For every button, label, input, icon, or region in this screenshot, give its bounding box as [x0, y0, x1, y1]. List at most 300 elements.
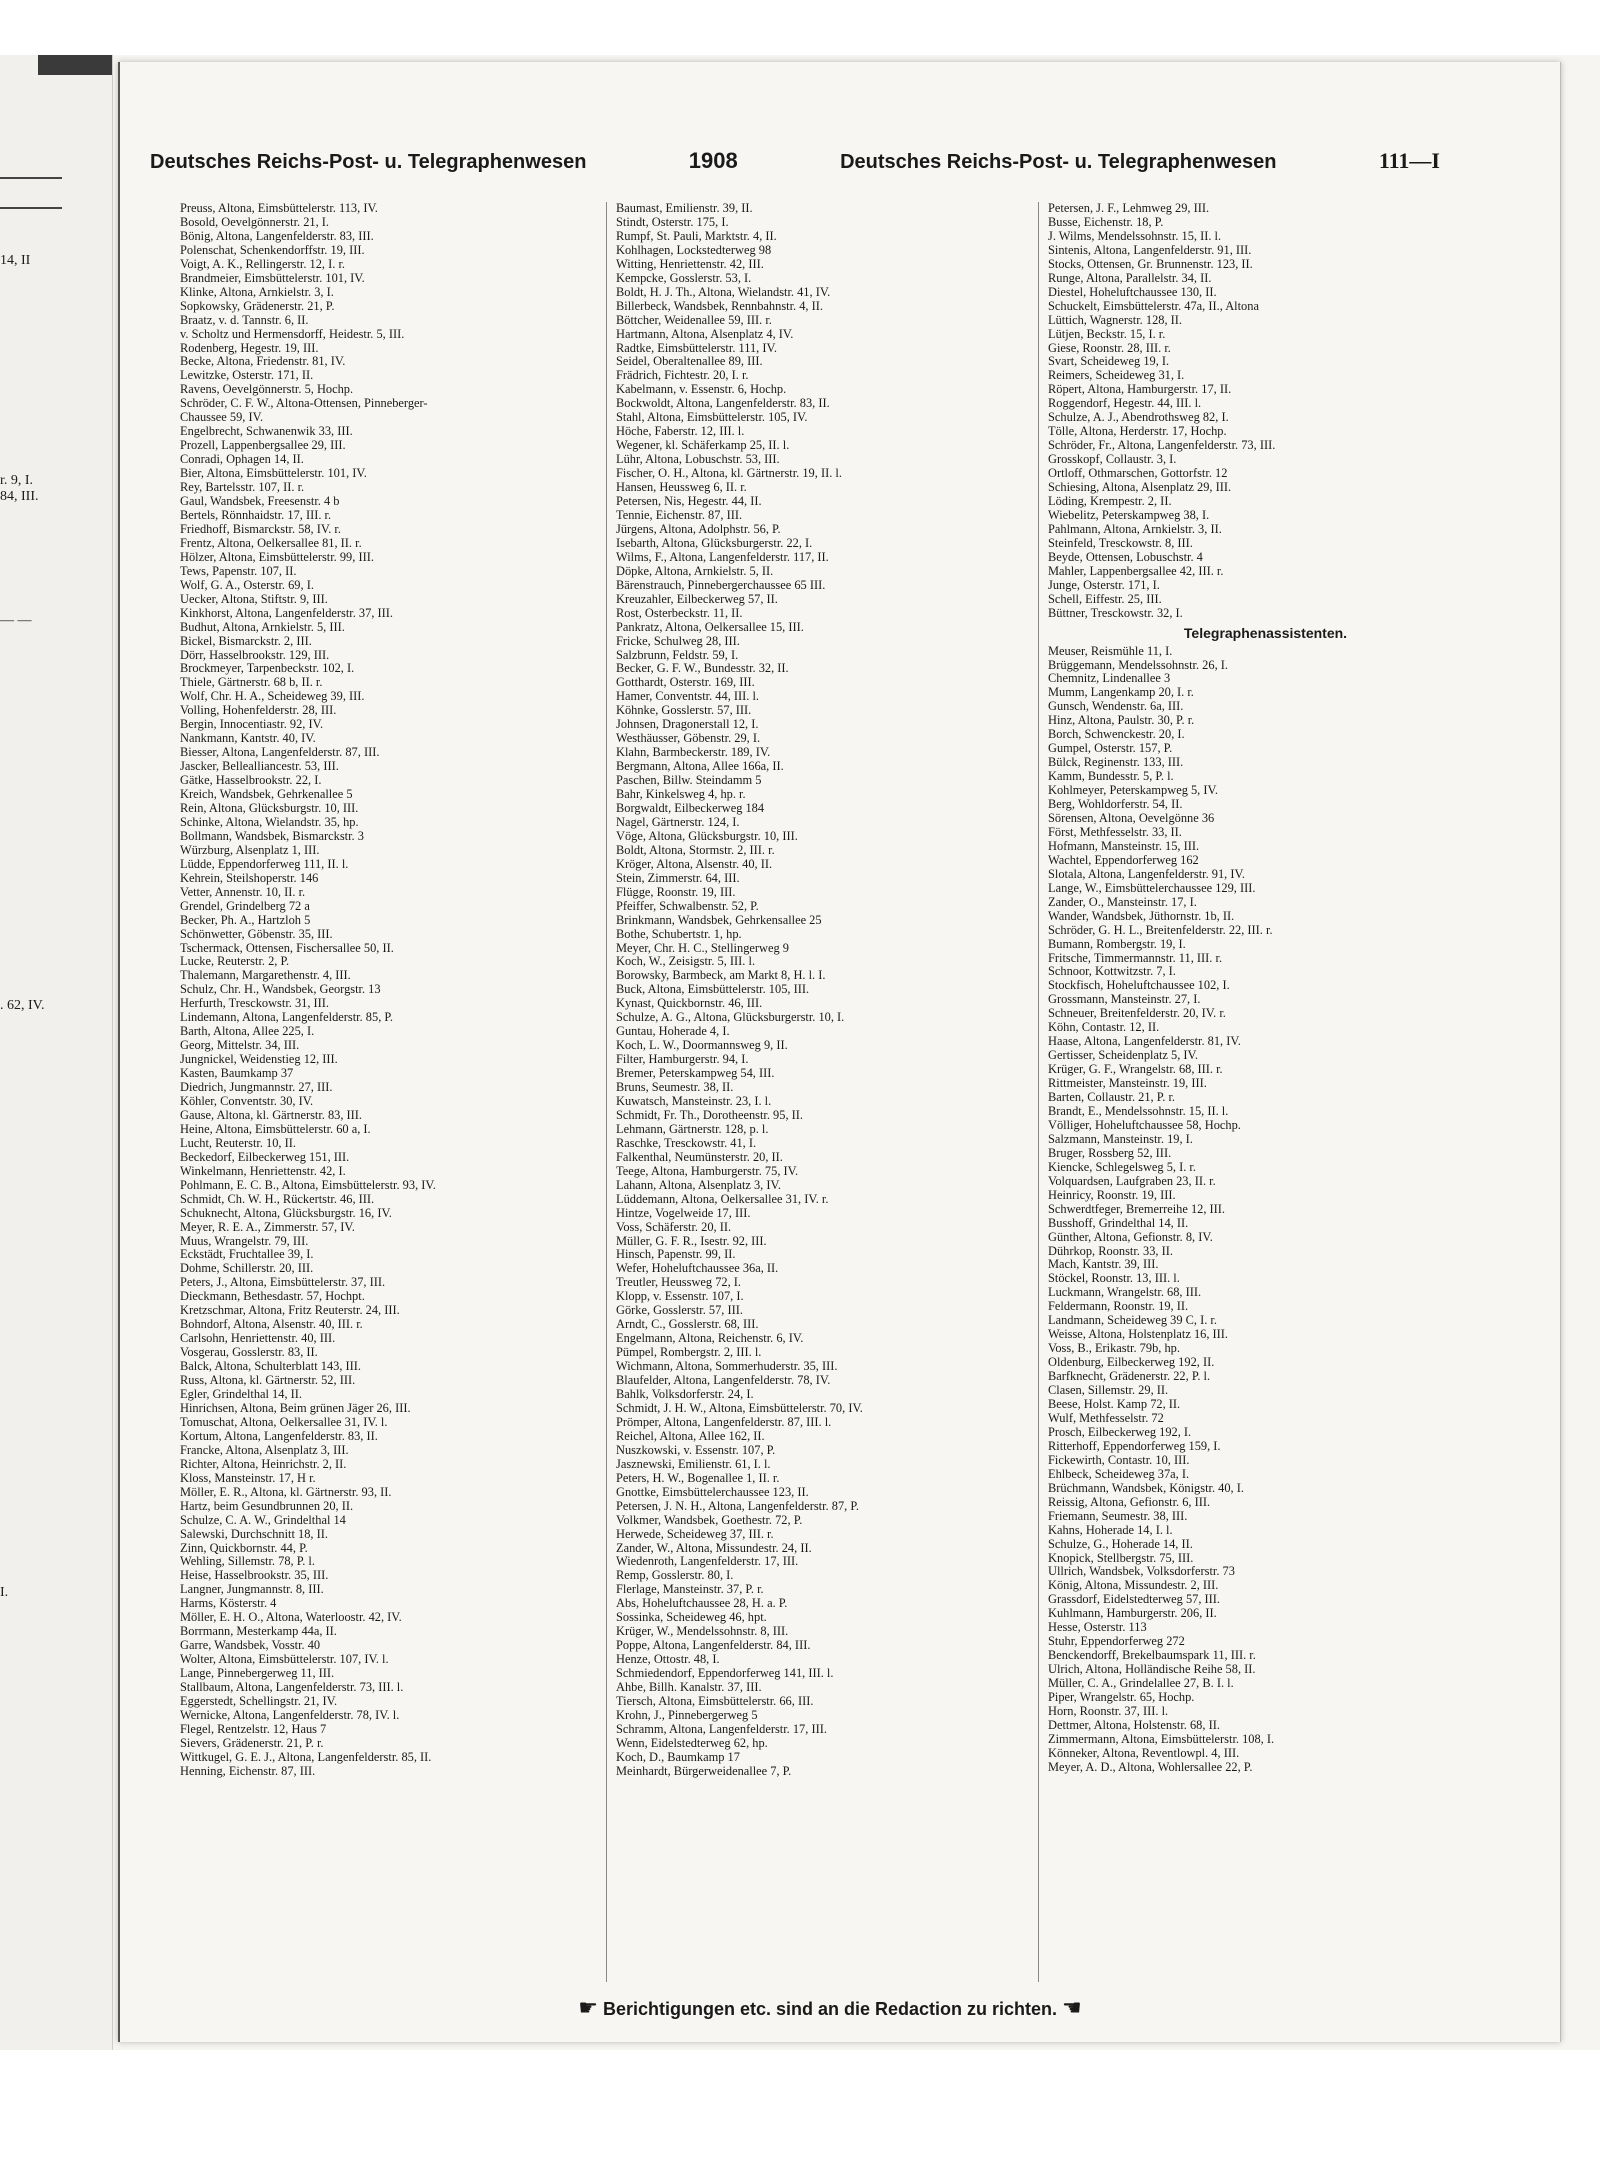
directory-entry: Hofmann, Mansteinstr. 15, III.: [1048, 839, 1200, 853]
directory-entry: Friemann, Seumestr. 38, III.: [1048, 1509, 1188, 1523]
directory-entry: Jürgens, Altona, Adolphstr. 56, P.: [616, 522, 781, 536]
directory-entry: Flerlage, Mansteinstr. 37, P. r.: [616, 1583, 764, 1597]
directory-entry: Becker, G. F. W., Bundesstr. 32, II.: [616, 662, 789, 676]
directory-entry: Müller, C. A., Grindelallee 27, B. I. l.: [1048, 1677, 1234, 1691]
directory-entry: Frädrich, Fichtestr. 20, I. r.: [616, 369, 749, 383]
directory-entry: Prömper, Altona, Langenfelderstr. 87, III. l.: [616, 1415, 832, 1429]
directory-entry: Kohlhagen, Lockstedterweg 98: [616, 243, 772, 257]
directory-entry: Salzbrunn, Feldstr. 59, I.: [616, 648, 739, 662]
directory-entry: Bärenstrauch, Pinnebergerchaussee 65 III.: [616, 578, 826, 592]
directory-entry: Rein, Altona, Glücksburgstr. 10, III.: [180, 801, 359, 815]
directory-entry: Carlsohn, Henriettenstr. 40, III.: [180, 1332, 336, 1346]
directory-entry: Teege, Altona, Hamburgerstr. 75, IV.: [616, 1164, 799, 1178]
directory-entry: Brandmeier, Eimsbüttelerstr. 101, IV.: [180, 271, 365, 285]
page-header: [150, 148, 1440, 178]
directory-entry: Bockwoldt, Altona, Langenfelderstr. 83, II.: [616, 397, 830, 411]
directory-entry: Dettmer, Altona, Holstenstr. 68, II.: [1048, 1718, 1220, 1732]
directory-entry: Mumm, Langenkamp 20, I. r.: [1048, 686, 1194, 700]
directory-entry: Radtke, Eimsbüttelerstr. 111, IV.: [616, 341, 777, 355]
directory-entry: Bohndorf, Altona, Alsenstr. 40, III. r.: [180, 1318, 363, 1332]
directory-entry: Frentz, Altona, Oelkersallee 81, II. r.: [180, 536, 362, 550]
directory-entry: Jasznewski, Emilienstr. 61, I. l.: [616, 1457, 771, 1471]
directory-entry: Brockmeyer, Tarpenbeckstr. 102, I.: [180, 662, 355, 676]
directory-entry: Bülck, Reginenstr. 133, III.: [1048, 756, 1184, 770]
directory-entry: Thalemann, Margarethenstr. 4, III.: [180, 969, 351, 983]
directory-entry: Chaussee 59, IV.: [180, 411, 264, 425]
directory-entry: Rodenberg, Hegestr. 19, III.: [180, 341, 319, 355]
directory-entry: Hinz, Altona, Paulstr. 30, P. r.: [1048, 714, 1195, 728]
margin-fragment: r. 9, I.: [0, 473, 34, 488]
directory-entry: Müller, G. F. R., Isestr. 92, III.: [616, 1234, 767, 1248]
directory-entry: Schröder, Fr., Altona, Langenfelderstr. 73, III.: [1048, 439, 1276, 453]
directory-entry: Schinke, Altona, Wielandstr. 35, hp.: [180, 815, 359, 829]
directory-entry: Stuhr, Eppendorferweg 272: [1048, 1635, 1185, 1649]
directory-entry: Barten, Collaustr. 21, P. r.: [1048, 1091, 1176, 1105]
directory-column-2: [616, 202, 1051, 1779]
directory-entry: Borrmann, Mesterkamp 44a, II.: [180, 1625, 337, 1639]
directory-entry: Billerbeck, Wandsbek, Rennbahnstr. 4, II.: [616, 299, 823, 313]
directory-entry: Herfurth, Tresckowstr. 31, III.: [180, 997, 330, 1011]
directory-entry: Friedhoff, Bismarckstr. 58, IV. r.: [180, 522, 341, 536]
directory-entry: Wenn, Eidelstedterweg 62, hp.: [616, 1736, 768, 1750]
directory-entry: Wachtel, Eppendorferweg 162: [1048, 853, 1199, 867]
directory-entry: Wander, Wandsbek, Jüthornstr. 1b, II.: [1048, 909, 1235, 923]
directory-entry: Hintze, Vogelweide 17, III.: [616, 1206, 751, 1220]
directory-entry: Schulze, A. G., Altona, Glücksburgerstr. 10, I.: [616, 1011, 845, 1025]
directory-entry: Braatz, v. d. Tannstr. 6, II.: [180, 313, 309, 327]
directory-entry: Haase, Altona, Langenfelderstr. 81, IV.: [1048, 1035, 1241, 1049]
directory-entry: Schönwetter, Göbenstr. 35, III.: [180, 927, 333, 941]
directory-entry: Löding, Krempestr. 2, II.: [1048, 495, 1172, 509]
footer-notice: [430, 1995, 1230, 2021]
directory-entry: Eggerstedt, Schellingstr. 21, IV.: [180, 1694, 338, 1708]
directory-entry: Reimers, Scheideweg 31, I.: [1048, 369, 1185, 383]
directory-entry: Kiencke, Schlegelsweg 5, I. r.: [1048, 1160, 1196, 1174]
directory-entry: Barfknecht, Grädenerstr. 22, P. l.: [1048, 1370, 1211, 1384]
directory-entry: Nuszkowski, v. Essenstr. 107, P.: [616, 1443, 776, 1457]
directory-entry: Kehrein, Steilshoperstr. 146: [180, 871, 319, 885]
directory-entry: Koch, W., Zeisigstr. 5, III. l.: [616, 955, 756, 969]
directory-entry: Vöge, Altona, Glücksburgstr. 10, III.: [616, 829, 798, 843]
directory-entry: Witting, Henriettenstr. 42, III.: [616, 257, 764, 271]
directory-entry: Hansen, Heussweg 6, II. r.: [616, 481, 747, 495]
directory-entry: Volling, Hohenfelderstr. 28, III.: [180, 704, 337, 718]
directory-entry: Richter, Altona, Heinrichstr. 2, II.: [180, 1457, 347, 1471]
directory-entry: König, Altona, Missundestr. 2, III.: [1048, 1579, 1219, 1593]
directory-entry: Wulf, Methfesselstr. 72: [1048, 1411, 1164, 1425]
directory-entry: Henze, Ottostr. 48, I.: [616, 1653, 720, 1667]
directory-entry: Böttcher, Weidenallee 59, III. r.: [616, 313, 772, 327]
directory-entry: Conradi, Ophagen 14, II.: [180, 453, 304, 467]
directory-entry: Schulz, Chr. H., Wandsbek, Georgstr. 13: [180, 983, 381, 997]
directory-entry: Meyer, A. D., Altona, Wohlersallee 22, P.: [1048, 1760, 1253, 1774]
directory-entry: Zander, W., Altona, Missundestr. 24, II.: [616, 1541, 812, 1555]
directory-entry: Dohme, Schillerstr. 20, III.: [180, 1262, 314, 1276]
directory-entry: Tiersch, Altona, Eimsbüttelerstr. 66, III.: [616, 1694, 814, 1708]
directory-entry: Stallbaum, Altona, Langenfelderstr. 73, III. l.: [180, 1681, 404, 1695]
directory-entry: Feldermann, Roonstr. 19, II.: [1048, 1300, 1189, 1314]
directory-entry: Bönig, Altona, Langenfelderstr. 83, III.: [180, 229, 374, 243]
directory-entry: Kloss, Mansteinstr. 17, H r.: [180, 1471, 316, 1485]
directory-entry: Wiedenroth, Langenfelderstr. 17, III.: [616, 1555, 799, 1569]
directory-entry: Kröger, Altona, Alsenstr. 40, II.: [616, 857, 773, 871]
directory-entry: Henning, Eichenstr. 87, III.: [180, 1764, 316, 1778]
directory-entry: Pankratz, Altona, Oelkersallee 15, III.: [616, 620, 804, 634]
pointing-hand-left-icon: ☚: [1062, 1995, 1082, 2020]
directory-entry: Döpke, Altona, Arnkielstr. 5, II.: [616, 564, 774, 578]
directory-entry: Dührkop, Roonstr. 33, II.: [1048, 1244, 1173, 1258]
directory-entry: Jascker, Bellealliancestr. 53, III.: [180, 760, 339, 774]
directory-entry: Salewski, Durchschnitt 18, II.: [180, 1527, 328, 1541]
directory-entry: Voss, Schäferstr. 20, II.: [616, 1220, 732, 1234]
directory-entry: Oldenburg, Eilbeckerweg 192, II.: [1048, 1356, 1215, 1370]
directory-entry: Vosgerau, Gosslerstr. 83, II.: [180, 1346, 318, 1360]
directory-entry: Bruger, Rossberg 52, III.: [1048, 1146, 1172, 1160]
directory-entry: Treutler, Heussweg 72, I.: [616, 1276, 742, 1290]
directory-entry: Lüdde, Eppendorferweg 111, II. l.: [180, 857, 349, 871]
directory-entry: Görke, Gosslerstr. 57, III.: [616, 1304, 743, 1318]
directory-entry: Kretzschmar, Altona, Fritz Reuterstr. 24, III.: [180, 1304, 400, 1318]
directory-entry: Kasten, Baumkamp 37: [180, 1067, 294, 1081]
directory-entry: Roggendorf, Hegestr. 44, III. l.: [1048, 397, 1202, 411]
directory-entry: Isebarth, Altona, Glücksburgerstr. 22, I.: [616, 536, 813, 550]
directory-entry: Bruns, Seumestr. 38, II.: [616, 1081, 734, 1095]
footer-text: Berichtigungen etc. sind an die Redaction zu richten.: [602, 1999, 1058, 2019]
directory-entry: Stockfisch, Hoheluftchaussee 102, I.: [1048, 979, 1230, 993]
directory-entry: Gunsch, Wendenstr. 6a, III.: [1048, 700, 1184, 714]
directory-entry: Engelbrecht, Schwanenwik 33, III.: [180, 425, 353, 439]
directory-entry: Baumast, Emilienstr. 39, II.: [616, 202, 753, 215]
directory-entry: Lüttich, Wagnerstr. 128, II.: [1048, 313, 1183, 327]
directory-entry: Weisse, Altona, Holstenplatz 16, III.: [1048, 1328, 1229, 1342]
directory-entry: Gause, Altona, kl. Gärtnerstr. 83, III.: [180, 1108, 363, 1122]
directory-entry: Volquardsen, Laufgraben 23, II. r.: [1048, 1174, 1216, 1188]
directory-entry: Schmiedendorf, Eppendorferweg 141, III. l.: [616, 1667, 834, 1681]
directory-entry: Ortloff, Othmarschen, Gottorfstr. 12: [1048, 467, 1228, 481]
directory-entry: Bollmann, Wandsbek, Bismarckstr. 3: [180, 829, 364, 843]
directory-entry: Krohn, J., Pinnebergerweg 5: [616, 1708, 758, 1722]
directory-entry: Stöckel, Roonstr. 13, III. l.: [1048, 1272, 1180, 1286]
directory-entry: Rumpf, St. Pauli, Marktstr. 4, II.: [616, 229, 777, 243]
directory-entry: Fickewirth, Contastr. 10, III.: [1048, 1453, 1190, 1467]
directory-entry: Kreuzahler, Eilbeckerweg 57, II.: [616, 592, 778, 606]
directory-entry: Kabelmann, v. Essenstr. 6, Hochp.: [616, 383, 787, 397]
directory-entry: Gertisser, Scheidenplatz 5, IV.: [1048, 1049, 1198, 1063]
directory-entry: Heine, Altona, Eimsbüttelerstr. 60 a, I.: [180, 1122, 371, 1136]
directory-entry: Wilms, F., Altona, Langenfelderstr. 117, II.: [616, 550, 829, 564]
directory-entry: Wolf, Chr. H. A., Scheideweg 39, III.: [180, 690, 365, 704]
directory-entry: Filter, Hamburgerstr. 94, I.: [616, 1053, 749, 1067]
directory-entry: Lewitzke, Osterstr. 171, II.: [180, 369, 314, 383]
directory-entry: Meinhardt, Bürgerweidenallee 7, P.: [616, 1764, 792, 1778]
directory-entry: Kinkhorst, Altona, Langenfelderstr. 37, III.: [180, 606, 393, 620]
directory-entry: Sintenis, Altona, Langenfelderstr. 91, III.: [1048, 243, 1252, 257]
directory-entry: Blaufelder, Altona, Langenfelderstr. 78, IV.: [616, 1374, 831, 1388]
directory-entry: Brinkmann, Wandsbek, Gehrkensallee 25: [616, 913, 822, 927]
directory-entry: Egler, Grindelthal 14, II.: [180, 1388, 302, 1402]
directory-entry: Voigt, A. K., Rellingerstr. 12, I. r.: [180, 257, 345, 271]
directory-entry: Ritterhoff, Eppendorferweg 159, I.: [1048, 1439, 1221, 1453]
directory-entry: Schuckelt, Eimsbüttelerstr. 47a, II., Altona: [1048, 299, 1259, 313]
margin-rule: [0, 177, 62, 179]
directory-entry: Gätke, Hasselbrookstr. 22, I.: [180, 774, 322, 788]
directory-entry: Jungnickel, Weidenstieg 12, III.: [180, 1053, 338, 1067]
directory-entry: Poppe, Altona, Langenfelderstr. 84, III.: [616, 1639, 811, 1653]
directory-entry: Bickel, Bismarckstr. 2, III.: [180, 634, 312, 648]
margin-fragment: . 62, IV.: [0, 998, 45, 1013]
directory-entry: Hinsch, Papenstr. 99, II.: [616, 1248, 736, 1262]
directory-entry: Büttner, Tresckowstr. 32, I.: [1048, 606, 1183, 620]
directory-entry: Wehling, Sillemstr. 78, P. l.: [180, 1555, 315, 1569]
directory-entry: Kuwatsch, Mansteinstr. 23, I. l.: [616, 1095, 772, 1108]
directory-entry: Biesser, Altona, Langenfelderstr. 87, III.: [180, 746, 380, 760]
directory-entry: Preuss, Altona, Eimsbüttelerstr. 113, IV.: [180, 202, 378, 215]
margin-fragment: 84, III.: [0, 489, 39, 504]
margin-fragment: 14, II: [0, 253, 31, 268]
directory-entry: Garre, Wandsbek, Vosstr. 40: [180, 1639, 321, 1653]
directory-entry: Klopp, v. Essenstr. 107, I.: [616, 1290, 744, 1304]
directory-entry: Stocks, Ottensen, Gr. Brunnenstr. 123, II.: [1048, 257, 1253, 271]
directory-entry: Hartmann, Altona, Alsenplatz 4, IV.: [616, 327, 794, 341]
directory-entry: Wernicke, Altona, Langenfelderstr. 78, IV. l.: [180, 1708, 400, 1722]
directory-entry: Barth, Altona, Allee 225, I.: [180, 1025, 315, 1039]
directory-entry: Petersen, J. F., Lehmweg 29, III.: [1048, 202, 1210, 215]
directory-entry: Nankmann, Kantstr. 40, IV.: [180, 732, 316, 746]
directory-entry: Beyde, Ottensen, Lobuschstr. 4: [1048, 550, 1203, 564]
directory-entry: J. Wilms, Mendelssohnstr. 15, II. l.: [1048, 229, 1222, 243]
directory-entry: Berg, Wohldorferstr. 54, II.: [1048, 798, 1183, 812]
directory-entry: Bertels, Rönnhaidstr. 17, III. r.: [180, 508, 332, 522]
directory-entry: Dieckmann, Bethesdastr. 57, Hochpt.: [180, 1290, 365, 1304]
directory-entry: Wefer, Hoheluftchaussee 36a, II.: [616, 1262, 779, 1276]
header-right-title: Deutsches Reichs-Post- u. Telegraphenwesen: [840, 151, 1277, 173]
directory-entry: Junge, Osterstr. 171, I.: [1048, 578, 1160, 592]
directory-entry: Balck, Altona, Schulterblatt 143, III.: [180, 1360, 362, 1374]
directory-entry: Schulze, C. A. W., Grindelthal 14: [180, 1513, 346, 1527]
directory-entry: Lütjen, Beckstr. 15, I. r.: [1048, 327, 1166, 341]
directory-entry: Arndt, C., Gosslerstr. 68, III.: [616, 1318, 759, 1332]
directory-entry: Petersen, Nis, Hegestr. 44, II.: [616, 495, 762, 509]
directory-entry: Könneker, Altona, Reventlowpl. 4, III.: [1048, 1746, 1240, 1760]
directory-entry: Buck, Altona, Eimsbüttelerstr. 105, III.: [616, 983, 810, 997]
directory-entry: Schröder, C. F. W., Altona-Ottensen, Pinneberger-: [180, 397, 428, 411]
directory-entry: Beese, Holst. Kamp 72, II.: [1048, 1398, 1181, 1412]
directory-entry: Nagel, Gärtnerstr. 124, I.: [616, 815, 740, 829]
directory-entry: Georg, Mittelstr. 34, III.: [180, 1039, 300, 1053]
directory-entry: Clasen, Sillemstr. 29, II.: [1048, 1384, 1169, 1398]
directory-entry: Abs, Hoheluftchaussee 28, H. a. P.: [616, 1597, 788, 1611]
directory-entry: Krüger, W., Mendelssohnstr. 8, III.: [616, 1625, 789, 1639]
directory-entry: Schwerdtfeger, Bremerreihe 12, III.: [1048, 1202, 1226, 1216]
directory-entry: Kortum, Altona, Langenfelderstr. 83, II.: [180, 1429, 378, 1443]
directory-entry: Flügge, Roonstr. 19, III.: [616, 885, 736, 899]
section-heading: Telegraphenassistenten.: [1183, 624, 1348, 641]
directory-entry: Dörr, Hasselbrookstr. 129, III.: [180, 648, 330, 662]
directory-entry: Tews, Papenstr. 107, II.: [180, 564, 297, 578]
directory-entry: Engelmann, Altona, Reichenstr. 6, IV.: [616, 1332, 804, 1346]
directory-entry: Würzburg, Alsenplatz 1, III.: [180, 843, 320, 857]
directory-entry: Borgwaldt, Eilbeckerweg 184: [616, 801, 765, 815]
directory-entry: Petersen, J. N. H., Altona, Langenfelderstr. 87, P.: [616, 1499, 859, 1513]
directory-entry: Landmann, Scheideweg 39 C, I. r.: [1048, 1314, 1217, 1328]
directory-entry: Giese, Roonstr. 28, III. r.: [1048, 341, 1171, 355]
directory-entry: Tomuschat, Altona, Oelkersallee 31, IV. l.: [180, 1415, 388, 1429]
directory-entry: Salzmann, Mansteinstr. 19, I.: [1048, 1132, 1193, 1146]
directory-entry: Horn, Roonstr. 37, III. l.: [1048, 1704, 1169, 1718]
directory-entry: Mahler, Lappenbergsallee 42, III. r.: [1048, 564, 1224, 578]
directory-entry: Kohlmeyer, Peterskampweg 5, IV.: [1048, 784, 1218, 798]
directory-entry: Reichel, Altona, Allee 162, II.: [616, 1429, 765, 1443]
directory-entry: Tschermack, Ottensen, Fischersallee 50, II.: [180, 941, 394, 955]
directory-entry: Prozell, Lappenbergsallee 29, III.: [180, 439, 346, 453]
directory-entry: Boldt, Altona, Stormstr. 2, III. r.: [616, 843, 775, 857]
directory-entry: Uecker, Altona, Stiftstr. 9, III.: [180, 592, 328, 606]
directory-entry: Grossmann, Mansteinstr. 27, I.: [1048, 993, 1201, 1007]
directory-entry: Bosold, Oevelgönnerstr. 21, I.: [180, 215, 330, 229]
directory-entry: Bergmann, Altona, Allee 166a, II.: [616, 760, 784, 774]
directory-column-1: [180, 202, 615, 1779]
directory-entry: Tennie, Eichenstr. 87, III.: [616, 508, 743, 522]
directory-entry: Kempcke, Gosslerstr. 53, I.: [616, 271, 752, 285]
directory-entry: Kreich, Wandsbek, Gehrkenallee 5: [180, 788, 353, 802]
margin-rule: [0, 207, 62, 209]
directory-entry: Bumann, Rombergstr. 19, I.: [1048, 937, 1186, 951]
directory-entry: Paschen, Billw. Steindamm 5: [616, 774, 762, 788]
directory-entry: Sievers, Grädenerstr. 21, P. r.: [180, 1736, 324, 1750]
directory-entry: Polenschat, Schenkendorffstr. 19, III.: [180, 243, 365, 257]
directory-entry: Runge, Altona, Parallelstr. 34, II.: [1048, 271, 1212, 285]
directory-entry: Lucke, Reuterstr. 2, P.: [180, 955, 290, 969]
directory-entry: Schiesing, Altona, Alsenplatz 29, III.: [1048, 481, 1232, 495]
directory-entry: Sopkowsky, Grädenerstr. 21, P.: [180, 299, 335, 313]
directory-entry: Hamer, Conventstr. 44, III. l.: [616, 690, 759, 704]
directory-entry: Guntau, Hoherade 4, I.: [616, 1025, 730, 1039]
directory-column-3: [1048, 202, 1483, 1775]
directory-entry: Busshoff, Grindelthal 14, II.: [1048, 1216, 1189, 1230]
margin-fragment: I.: [0, 1585, 9, 1600]
directory-entry: Wolf, G. A., Osterstr. 69, I.: [180, 578, 314, 592]
directory-entry: Völliger, Hoheluftchaussee 58, Hochp.: [1048, 1118, 1241, 1132]
directory-entry: Busse, Eichenstr. 18, P.: [1048, 215, 1164, 229]
directory-entry: Meyer, R. E. A., Zimmerstr. 57, IV.: [180, 1220, 355, 1234]
directory-entry: Zander, O., Mansteinstr. 17, I.: [1048, 895, 1197, 909]
column-3-entries-top: [1048, 202, 1483, 621]
directory-entry: Stindt, Osterstr. 175, I.: [616, 215, 729, 229]
directory-entry: Slotala, Altona, Langenfelderstr. 91, IV.: [1048, 867, 1245, 881]
directory-entry: Schröder, G. H. L., Breitenfelderstr. 22, III. r.: [1048, 923, 1273, 937]
directory-entry: Vetter, Annenstr. 10, II. r.: [180, 885, 306, 899]
directory-entry: Knopick, Stellbergstr. 75, III.: [1048, 1551, 1194, 1565]
previous-page-edge: [0, 55, 113, 2050]
directory-entry: Stein, Zimmerstr. 64, III.: [616, 871, 740, 885]
directory-entry: Westhäusser, Göbenstr. 29, I.: [616, 732, 761, 746]
directory-entry: Fritsche, Timmermannstr. 11, III. r.: [1048, 951, 1223, 965]
directory-entry: Köhnke, Gosslerstr. 57, III.: [616, 704, 752, 718]
directory-entry: Bergin, Innocentiastr. 92, IV.: [180, 718, 324, 732]
directory-entry: Hölzer, Altona, Eimsbüttelerstr. 99, III.: [180, 550, 374, 564]
directory-entry: Ravens, Oevelgönnerstr. 5, Hochp.: [180, 383, 354, 397]
directory-entry: Francke, Altona, Alsenplatz 3, III.: [180, 1443, 349, 1457]
directory-entry: Koch, D., Baumkamp 17: [616, 1750, 740, 1764]
directory-entry: Schmidt, Ch. W. H., Rückertstr. 46, III.: [180, 1192, 375, 1206]
directory-entry: v. Scholtz und Hermensdorff, Heidestr. 5, III.: [180, 327, 405, 341]
directory-entry: Schuknecht, Altona, Glücksburgstr. 16, IV.: [180, 1206, 392, 1220]
directory-entry: Steinfeld, Tresckowstr. 8, III.: [1048, 536, 1193, 550]
directory-entry: Lahann, Altona, Alsenplatz 3, IV.: [616, 1178, 781, 1192]
directory-entry: Muus, Wrangelstr. 79, III.: [180, 1234, 309, 1248]
directory-entry: Bier, Altona, Eimsbüttelerstr. 101, IV.: [180, 467, 367, 481]
directory-entry: Svart, Scheideweg 19, I.: [1048, 355, 1170, 369]
directory-entry: Pohlmann, E. C. B., Altona, Eimsbüttelerstr. 93, IV.: [180, 1178, 436, 1192]
directory-entry: Fischer, O. H., Altona, kl. Gärtnerstr. 19, II. l.: [616, 467, 842, 481]
directory-entry: Lehmann, Gärtnerstr. 128, p. l.: [616, 1122, 769, 1136]
column-3-entries-bottom: [1048, 645, 1483, 1775]
directory-entry: Bremer, Peterskampweg 54, III.: [616, 1067, 775, 1081]
directory-entry: Brüggemann, Mendelssohnstr. 26, I.: [1048, 658, 1228, 672]
directory-entry: Heise, Hasselbrookstr. 35, III.: [180, 1569, 329, 1583]
directory-entry: Borowsky, Barmbeck, am Markt 8, H. l. I.: [616, 969, 826, 983]
directory-entry: Hesse, Osterstr. 113: [1048, 1621, 1147, 1635]
directory-entry: Günther, Altona, Gefionstr. 8, IV.: [1048, 1230, 1213, 1244]
directory-entry: Prosch, Eilbeckerweg 192, I.: [1048, 1425, 1192, 1439]
directory-entry: Ullrich, Wandsbek, Volksdorferstr. 73: [1048, 1565, 1235, 1579]
directory-entry: Johnsen, Dragonerstall 12, I.: [616, 718, 759, 732]
directory-entry: Ahbe, Billh. Kanalstr. 37, III.: [616, 1681, 762, 1695]
directory-entry: Schulze, G., Hoherade 14, II.: [1048, 1537, 1193, 1551]
directory-entry: Becker, Ph. A., Hartzloh 5: [180, 913, 311, 927]
directory-entry: Lindemann, Altona, Langenfelderstr. 85, P.: [180, 1011, 394, 1025]
directory-entry: Budhut, Altona, Arnkielstr. 5, III.: [180, 620, 345, 634]
directory-entry: Wegener, kl. Schäferkamp 25, II. l.: [616, 439, 790, 453]
directory-entry: Fricke, Schulweg 28, III.: [616, 634, 740, 648]
page-number: 111—I: [1378, 148, 1440, 173]
directory-entry: Höche, Faberstr. 12, III. l.: [616, 425, 745, 439]
directory-entry: Boldt, H. J. Th., Altona, Wielandstr. 41, IV.: [616, 285, 831, 299]
directory-entry: Möller, E. R., Altona, kl. Gärtnerstr. 93, II.: [180, 1485, 392, 1499]
directory-entry: Harms, Kösterstr. 4: [180, 1597, 277, 1611]
directory-entry: Russ, Altona, kl. Gärtnerstr. 52, III.: [180, 1374, 356, 1388]
directory-entry: Schmidt, Fr. Th., Dorotheenstr. 95, II.: [616, 1108, 803, 1122]
directory-entry: Raschke, Tresckowstr. 41, I.: [616, 1136, 757, 1150]
directory-entry: Först, Methfesselstr. 33, II.: [1048, 825, 1182, 839]
directory-entry: Gotthardt, Osterstr. 169, III.: [616, 676, 755, 690]
directory-entry: Pfeiffer, Schwalbenstr. 52, P.: [616, 899, 759, 913]
directory-entry: Hartz, beim Gesundbrunnen 20, II.: [180, 1499, 354, 1513]
directory-entry: Schmidt, J. H. W., Altona, Eimsbüttelerstr. 70, IV.: [616, 1401, 863, 1415]
directory-entry: Meyer, Chr. H. C., Stellingerweg 9: [616, 941, 789, 955]
directory-entry: Gumpel, Osterstr. 157, P.: [1048, 742, 1173, 756]
directory-entry: Bahlk, Volksdorferstr. 24, I.: [616, 1388, 754, 1402]
directory-entry: Brüchmann, Wandsbek, Königstr. 40, I.: [1048, 1481, 1244, 1495]
pointing-hand-right-icon: ☛: [578, 1995, 598, 2020]
directory-entry: Reissig, Altona, Gefionstr. 6, III.: [1048, 1495, 1211, 1509]
directory-entry: Koch, L. W., Doormannsweg 9, II.: [616, 1039, 788, 1053]
directory-entry: Grendel, Grindelberg 72 a: [180, 899, 310, 913]
directory-entry: Rey, Bartelsstr. 107, II. r.: [180, 481, 305, 495]
directory-entry: Zimmermann, Altona, Eimsbüttelerstr. 108, I.: [1048, 1732, 1275, 1746]
directory-entry: Seidel, Oberaltenallee 89, III.: [616, 355, 763, 369]
directory-entry: Rittmeister, Mansteinstr. 19, III.: [1048, 1077, 1207, 1091]
header-year: 1908: [688, 148, 738, 173]
directory-entry: Brandt, E., Mendelssohnstr. 15, II. l.: [1048, 1105, 1229, 1118]
header-left-title: Deutsches Reichs-Post- u. Telegraphenwesen: [150, 151, 587, 173]
directory-entry: Kamm, Bundesstr. 5, P. l.: [1048, 770, 1174, 784]
directory-entry: Diedrich, Jungmannstr. 27, III.: [180, 1081, 333, 1095]
directory-entry: Wolter, Altona, Eimsbüttelerstr. 107, IV. l.: [180, 1653, 389, 1667]
directory-entry: Kynast, Quickbornstr. 46, III.: [616, 997, 763, 1011]
directory-entry: Schell, Eiffestr. 25, III.: [1048, 592, 1162, 606]
directory-entry: Sossinka, Scheideweg 46, hpt.: [616, 1611, 767, 1625]
